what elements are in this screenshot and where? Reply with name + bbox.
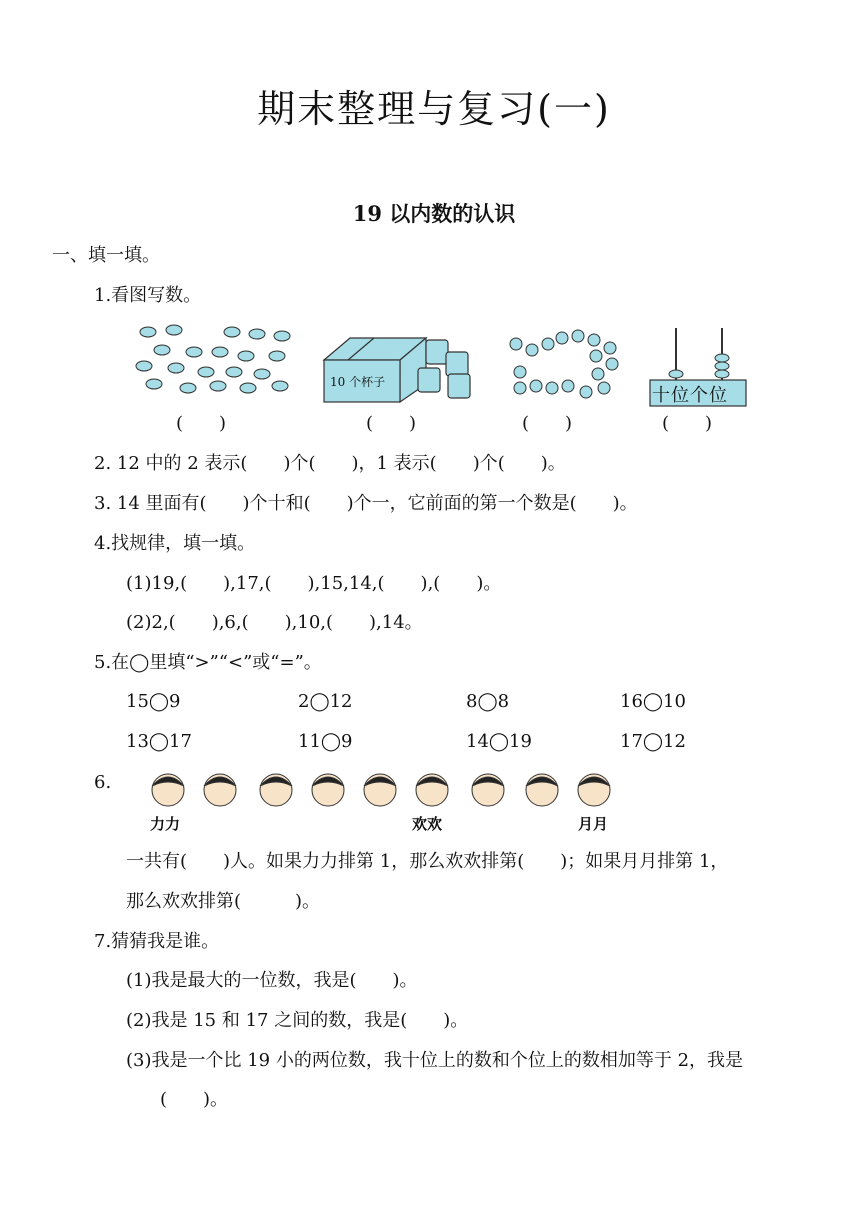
question-2: 2. 12 中的 2 表示( )个( )，1 表示( )个( )。 [94, 453, 566, 474]
answer-blank-2[interactable]: ( ) [366, 413, 417, 434]
abacus-label: 十位个位 [652, 385, 728, 406]
question-1-label: 1.看图写数。 [94, 285, 202, 306]
cups-box-picture [322, 334, 482, 406]
question-7-c: (3)我是一个比 19 小的两位数，我十位上的数和个位上的数相加等于 2，我是 [126, 1050, 744, 1071]
answer-blank-3[interactable]: ( ) [522, 413, 573, 434]
box-label: 10 个杯子 [330, 375, 386, 389]
question-7-b: (2)我是 15 和 17 之间的数，我是( )。 [126, 1010, 469, 1031]
answer-blank-1[interactable]: ( ) [176, 413, 227, 434]
question-6-line-2: 那么欢欢排第( )。 [126, 891, 321, 912]
compare-item: 17◯12 [620, 731, 686, 752]
question-4-label: 4.找规律，填一填。 [94, 533, 256, 554]
section-subtitle: 19 以内数的认识 [352, 201, 516, 226]
answer-blank-4[interactable]: ( ) [662, 413, 713, 434]
compare-item: 14◯19 [466, 731, 532, 752]
question-7-label: 7.猜猜我是谁。 [94, 931, 220, 952]
candies-picture [132, 322, 297, 402]
compare-item: 16◯10 [620, 691, 686, 712]
question-3: 3. 14 里面有( )个十和( )个一，它前面的第一个数是( )。 [94, 493, 638, 514]
child-name-lili: 力力 [150, 815, 181, 833]
compare-item: 8◯8 [466, 691, 510, 712]
question-7-c-blank: ( )。 [160, 1089, 229, 1110]
section-heading: 一、填一填。 [52, 245, 160, 266]
question-4-line-2: (2)2,( ),6,( ),10,( ),14。 [126, 612, 423, 633]
compare-item: 2◯12 [298, 691, 353, 712]
question-6-line-1: 一共有( )人。如果力力排第 1，那么欢欢排第( )；如果月月排第 1， [126, 851, 729, 872]
compare-item: 13◯17 [126, 731, 192, 752]
question-7-a: (1)我是最大的一位数，我是( )。 [126, 970, 418, 991]
question-4-line-1: (1)19,( ),17,( ),15,14,( ),( )。 [126, 573, 502, 594]
page-title: 期末整理与复习(一) [257, 87, 611, 131]
question-6-label: 6. [94, 772, 112, 793]
beads-picture [506, 328, 624, 404]
question-5-label: 5.在◯里填“>”“<”或“=”。 [94, 652, 322, 673]
children-picture [148, 768, 618, 812]
compare-item: 15◯9 [126, 691, 181, 712]
child-name-yueyue: 月月 [578, 815, 609, 833]
child-name-huanhuan: 欢欢 [412, 815, 443, 833]
compare-item: 11◯9 [298, 731, 353, 752]
